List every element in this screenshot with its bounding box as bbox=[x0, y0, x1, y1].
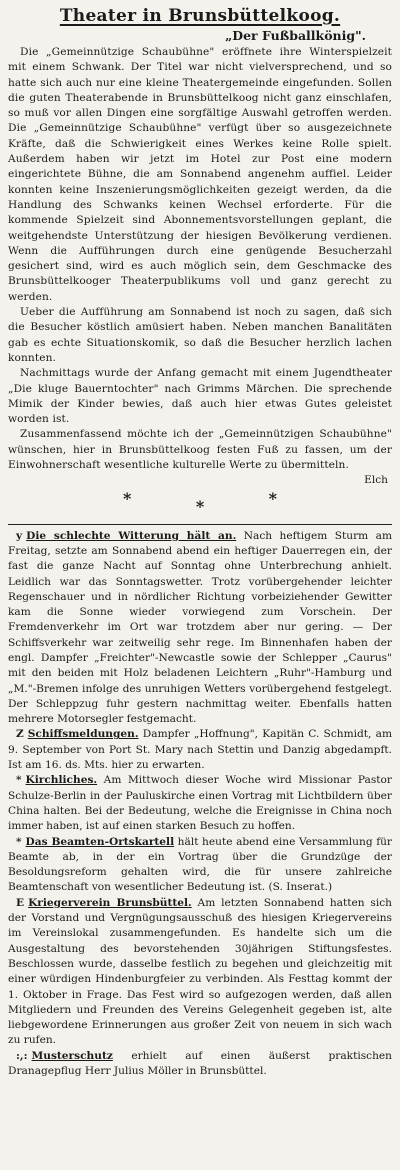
news-item-mark: * bbox=[16, 835, 22, 848]
news-item-mark: * bbox=[16, 774, 22, 787]
news-item-text: Dampfer „Hoffnung", Kapitän C. Schmidt, am 9. September von Port St. Mary nach Stettin und Danzig abgedampft. Ist am 16. ds. Mts. hier zu erwarten. bbox=[8, 728, 392, 772]
local-news-column bbox=[8, 529, 392, 1080]
news-item-keyword: Kriegerverein Brunsbüttel. bbox=[28, 896, 192, 909]
news-item-text: Am Mittwoch dieser Woche wird Missionar Pastor Schulze-Berlin in der Pauluskirche einen Vortrag mit Lichtbildern über China halten. Bei der Bedeutung, welche die Ereignisse in China noch immer haben, ist auf einen starken Besuch zu hoffen. bbox=[8, 774, 392, 833]
news-item-keyword: Die schlechte Witterung hält an. bbox=[26, 529, 237, 542]
news-item-mark: E bbox=[16, 896, 25, 909]
section-divider bbox=[8, 524, 392, 525]
news-item-text: erhielt auf einen äußerst praktischen Dranagepflug Herr Julius Möller in Brunsbüttel. bbox=[8, 1049, 392, 1077]
separator-star: * bbox=[123, 488, 132, 508]
news-item bbox=[8, 896, 392, 1049]
news-item-mark: y bbox=[16, 529, 23, 542]
news-item bbox=[8, 727, 392, 773]
news-item-text: Am letzten Sonnabend hatten sich der Vorstand und Vergnügungsausschuß des hiesigen Kriegervereins im Vereinslokal zusammengefunden. Es handelte sich um die Ausgestaltung des bevorstehenden 30jährigen Stiftungsfestes. Beschlossen wurde, dasselbe festlich zu begehen und gleichzeitig mit einer würdigen Hindenburgfeier zu verbinden. Als Festtag kommt der 1. Oktober in Frage. Das Fest wird so aufgezogen werden, daß allen Mitgliedern und Freunden des Vereins Gelegenheit gegeben ist, alte liebgewordene Erinnerungen aus großer Zeit von neuem in sich wach zu rufen. bbox=[8, 896, 392, 1047]
news-item-keyword: Das Beamten-Ortskartell bbox=[25, 835, 175, 848]
separator-star: * bbox=[195, 496, 205, 516]
news-item-text: hält heute abend eine Versammlung für Beamte ab, in der ein Vortrag über die Grundzüge der Besoldungsreform gehalten wird, die für unsere zahlreiche Beamtenschaft von wesentlicher Bedeutung ist. (S. Inserat.) bbox=[8, 835, 392, 894]
news-item bbox=[8, 1049, 392, 1080]
article-paragraph: Nachmittags wurde der Anfang gemacht mit einem Jugendtheater „Die kluge Bauerntochter" nach Grimms Märchen. Die sprechende Mimik der Kinder bewies, daß auch hier etwas Gutes geleistet worden ist. bbox=[8, 367, 392, 426]
article-subtitle: „Der Fußballkönig". bbox=[225, 28, 366, 43]
news-item-keyword: Schiffsmeldungen. bbox=[27, 728, 139, 741]
news-item-keyword: Kirchliches. bbox=[25, 774, 98, 787]
theater-article bbox=[8, 6, 392, 489]
news-item bbox=[8, 529, 392, 728]
news-item-mark: :,: bbox=[16, 1049, 28, 1062]
star-separator bbox=[8, 488, 392, 516]
article-signature: Elch bbox=[364, 474, 388, 487]
news-item-mark: Z bbox=[16, 728, 24, 741]
article-paragraph: Zusammenfassend möchte ich der „Gemeinnützigen Schaubühne" wünschen, hier in Brunsbüttelkoog festen Fuß zu fassen, um der Einwohnerschaft wesentliche kulturelle Werte zu übermitteln. bbox=[8, 428, 392, 472]
news-item-keyword: Musterschutz bbox=[31, 1049, 113, 1062]
news-item bbox=[8, 773, 392, 834]
article-paragraph: Ueber die Aufführung am Sonnabend ist noch zu sagen, daß sich die Besucher köstlich amüsiert haben. Neben manchen Banalitäten gab es echte Situationskomik, so daß die Besucher herzlich lachen konnten. bbox=[8, 306, 392, 364]
separator-star: * bbox=[268, 488, 277, 508]
article-paragraph: Die „Gemeinnützige Schaubühne" eröffnete ihre Winterspielzeit mit einem Schwank. Der Titel war nicht vielversprechend, und so hatte sich auch nur eine kleine Theatergemeinde eingefunden. Sollen die guten Theaterabende in Brunsbüttelkoog nicht ganz einschlafen, so muß vor allen Dingen eine sorgfältige Auswahl getroffen werden. Die „Gemeinnützige Schaubühne" verfügt über so ausgezeichnete Kräfte, daß die Schwierigkeit eines Werkes keine Rolle spielt. Außerdem haben wir jetzt im Hotel zur Post eine modern eingerichtete Bühne, die am Sonnabend angenehm auffiel. Leider konnten keine Inszenierungsmöglichkeiten gezeigt werden, da die Handlung des Schwanks keinen Wechsel erforderte. Für die kommende Spielzeit sind Abonnementsvorstellungen geplant, die weitgehendste Unterstützung der hiesigen Bevölkerung verdienen. Wenn die Aufführungen durch eine genügende Besucherzahl gesichert sind, wird es auch möglich sein, dem Geschmacke des Brunsbüttelkooger Theaterpublikums voll und ganz gerecht zu werden. bbox=[8, 46, 392, 303]
newspaper-page bbox=[8, 0, 392, 1079]
news-item-text: Nach heftigem Sturm am Freitag, setzte am Sonnabend abend ein heftiger Dauerregen ein, der fast die ganze Nacht auf Sonntag ohne Unterbrechung anhielt. Leidlich war das Sonntagswetter. Trotz vorübergehender leichter Regenschauer und in nördlicher Richtung vorbeiziehender Gewitter kam die Sonne wieder vorwiegend zum Vorschein. Der Fremdenverkehr im Ort war trotzdem aber nur gering. — Der Schiffsverkehr war zeitweilig sehr rege. Im Binnenhafen haben der engl. Dampfer „Freichter"-Newcastle sowie der Schlepper „Caurus" mit den beiden mit Holz beladenen Leichtern „Ruhr"-Hamburg und „M."-Bremen infolge des unruhigen Wetters vorübergehend festgelegt. Der Schleppzug fuhr gestern nachmittag weiter. Ebenfalls hatten mehrere Motorsegler festgemacht. bbox=[8, 529, 393, 726]
article-headline: Theater in Brunsbüttelkoog. bbox=[59, 6, 341, 26]
news-item bbox=[8, 835, 392, 896]
